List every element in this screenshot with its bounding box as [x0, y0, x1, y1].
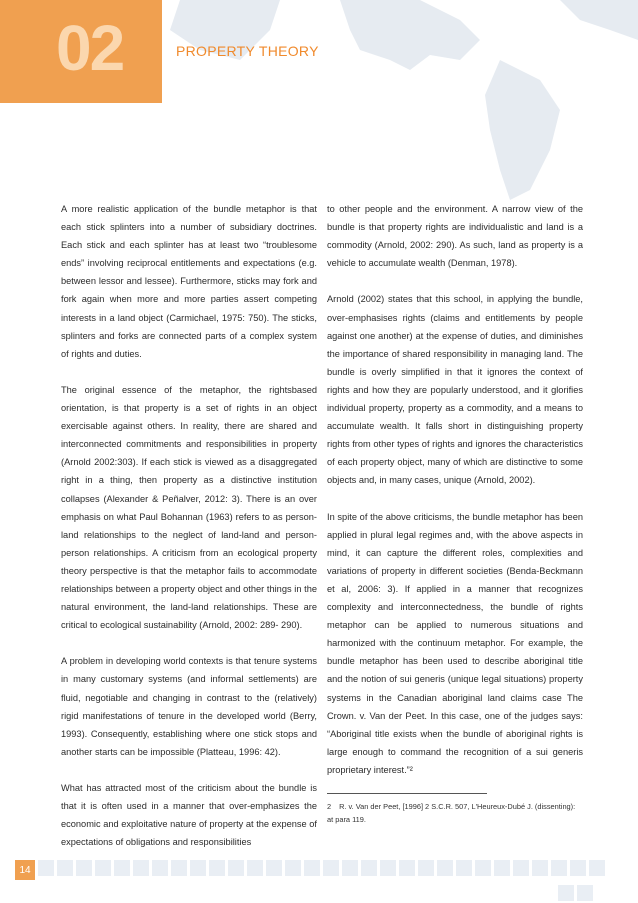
- footer-decoration: [38, 860, 608, 876]
- section-title: PROPERTY THEORY: [176, 43, 319, 59]
- right-column: [327, 200, 583, 797]
- page-number: 14: [15, 860, 35, 880]
- world-map-background: [160, 0, 638, 200]
- left-column: [61, 200, 317, 869]
- footnote: [327, 800, 583, 826]
- footer-decoration-corner: [558, 885, 596, 901]
- footnote-divider: [327, 793, 487, 794]
- footnote-number: 2: [327, 802, 332, 811]
- paragraph: A problem in developing world contexts is that tenure systems in many customary systems (and informal settlements) are fluid, negotiable and changing in contrast to the (relatively) rigid manifestations of tenure in the developed world (Berry, 1993). Consequently, establishing where one stick stops and another starts can be impossible (Platteau, 1996: 42).: [61, 656, 317, 757]
- paragraph: In spite of the above criticisms, the bundle metaphor has been applied in plural legal regimes and, with the above aspects in mind, it can capture the different roles, complexities and variations of property in different societies (Benda-Beckmann et al, 2006: 3). If applied in a manner that recognizes complexity and interconnectedness, the bundle of rights metaphor can be applied to numerous situations and harmonized with the continuum metaphor. For example, the bundle metaphor has been used to describe aboriginal title and the notion of sui generis (unique legal situations) property systems in the Canadian aboriginal land claims case The Crown. v. Van der Peet. In this case, one of the judges says: “Aboriginal title exists when the bundle of aboriginal rights is large enough to command the recognition of a sui generis proprietary interest.”²: [327, 511, 583, 775]
- paragraph: The original essence of the metaphor, the rightsbased orientation, is that property is a set of rights in an object exercisable against others. In reality, there are shared and interconnected commitments and responsibilities in property (Arnold 2002:303). If each stick is viewed as a disaggregated right in a thing, then property as a distinctive institution collapses (Alexander & Peñalver, 2012: 3). There is an over emphasis on what Paul Bohannan (1963) refers to as person-land relationships to the neglect of land-land and person-person relationships. A criticism from an ecological property theory perspective is that the metaphor fails to accommodate relationships between a property object and other things in the natural environment, the land-land relationships. These are critical to ecological sustainability (Arnold, 2002: 289- 290).: [61, 384, 317, 631]
- paragraph: A more realistic application of the bundle metaphor is that each stick splinters into a number of subsidiary doctrines. Each stick and each splinter has at least two “troublesome ends” involving reciprocal entitlements and expectations (e.g. between lessor and lessee). Furthermore, sticks may fork and fork again when more and more parties assert competing interests in a land object (Carmichael, 1975: 750). The sticks, splinters and forks are connected parts of a complex system of rights and duties.: [61, 204, 317, 359]
- paragraph: What has attracted most of the criticism about the bundle is that it is often used in a manner that over-emphasizes the economic and exploitative nature of property at the expense of expectations of obligations and responsibilities: [61, 783, 317, 848]
- paragraph: Arnold (2002) states that this school, in applying the bundle, over-emphasises rights (claims and entitlements by people against one another) at the expense of duties, and diminishes the importance of shared responsibility in managing land. The bundle is overly simplified in that it ignores the context of rights and how they are popularly understood, and it glorifies individual property, property as a commodity, and a means to accumulate wealth. It falls short in distinguishing property rights from other types of rights and ignores the characteristics of each property object, many of which are distinctive to some objects and, in many cases, unique (Arnold, 2002).: [327, 294, 583, 486]
- chapter-box: [0, 0, 162, 103]
- chapter-number: 02: [56, 12, 124, 84]
- paragraph: to other people and the environment. A narrow view of the bundle is that property rights are individualistic and land is a commodity (Arnold, 2002: 290). As such, land as property is a vehicle to accumulate wealth (Denman, 1978).: [327, 204, 583, 269]
- footnote-text: R. v. Van der Peet, [1996] 2 S.C.R. 507, L'Heureux-Dubé J. (dissenting): at para 119.: [327, 802, 576, 824]
